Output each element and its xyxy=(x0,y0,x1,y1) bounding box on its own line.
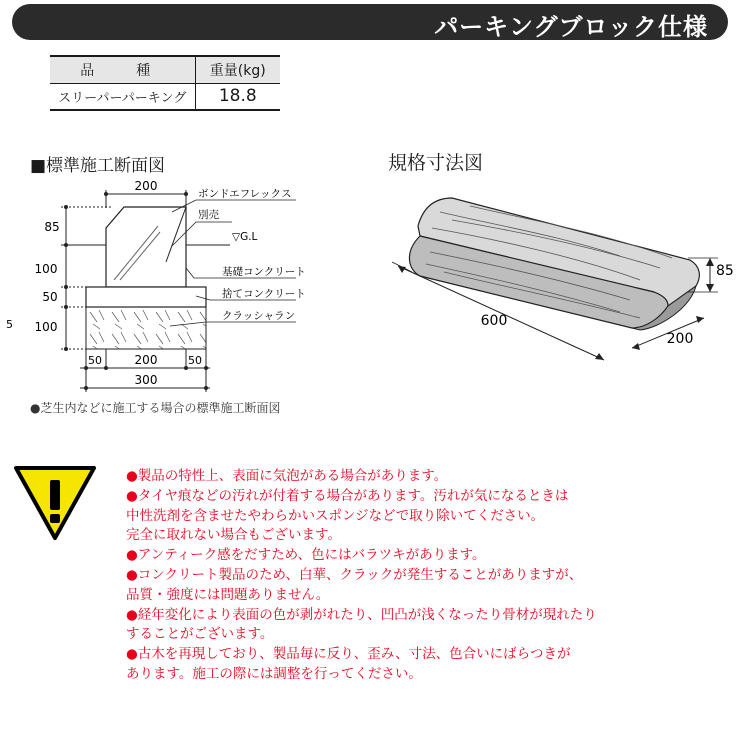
label-crusher-run: クラッシャラン xyxy=(222,310,296,322)
dim-total-width: 300 xyxy=(134,373,158,387)
stray-char: 5 xyxy=(6,318,13,331)
warning-line: あります。施工の際には調整を行ってください。 xyxy=(126,665,422,682)
table-row xyxy=(50,83,280,110)
label-ground-level: ▽G.L xyxy=(232,231,258,243)
dim-left-100a: 100 xyxy=(34,262,58,276)
cross-section-caption: ●芝生内などに施工する場合の標準施工断面図 xyxy=(30,401,281,415)
dim-width: 200 xyxy=(666,331,694,347)
warning-line: 品質・強度には問題ありません。 xyxy=(126,586,330,603)
warning-line: 中性洗剤を含ませたやわらかいスポンジなどで取り除いてください。 xyxy=(126,507,545,524)
dim-left-100b: 100 xyxy=(34,320,58,334)
warning-line: 完全に取れない場合もございます。 xyxy=(126,527,341,544)
warning-line: ●アンティーク感をだすため、色にはバラツキがあります。 xyxy=(126,547,486,564)
header-banner xyxy=(12,4,728,40)
dim-height: 85 xyxy=(716,263,734,279)
warning-exclamation-icon xyxy=(12,462,98,542)
dim-bottom-50a: 50 xyxy=(88,354,102,367)
dim-left-85: 85 xyxy=(44,220,60,234)
spec-header-type: 品 種 xyxy=(50,56,195,83)
spec-cell-name: スリーパーパーキング xyxy=(50,83,195,110)
dim-left-50: 50 xyxy=(42,290,58,304)
spec-table-header-row xyxy=(50,56,280,83)
warning-notes xyxy=(126,467,726,685)
dimension-drawing-title: 規格寸法図 xyxy=(388,152,484,174)
warning-line: ●経年変化により表面の色が剥がれたり、凹凸が浅くなったり骨材が現れたり xyxy=(126,606,597,623)
cross-section-diagram xyxy=(0,170,360,400)
cross-section-title: ■標準施工断面図 xyxy=(30,156,166,176)
spec-header-weight: 重量(kg) xyxy=(195,56,280,83)
warning-line: することがございます。 xyxy=(126,626,274,643)
spec-cell-weight: 18.8 xyxy=(195,83,280,110)
dimension-diagram xyxy=(380,180,734,380)
dim-bottom-200: 200 xyxy=(134,353,158,367)
page-title: パーキングブロック仕様 xyxy=(434,13,708,41)
spec-table xyxy=(50,55,280,111)
label-foundation-concrete: 基礎コンクリート xyxy=(222,266,306,278)
dim-length: 600 xyxy=(480,313,508,329)
dim-bottom-50b: 50 xyxy=(188,354,202,367)
warning-line: ●古木を再現しており、製品毎に反り、歪み、寸法、色合いにばらつきが xyxy=(126,646,571,663)
dim-top-width: 200 xyxy=(134,179,158,193)
label-leveling-concrete: 捨てコンクリート xyxy=(222,288,306,300)
warning-line: ●コンクリート製品のため、白華、クラックが発生することがありますが、 xyxy=(126,566,583,583)
warning-line: ●製品の特性上、表面に気泡がある場合があります。 xyxy=(126,468,448,484)
label-bond-eflex: ボンドエフレックス xyxy=(198,188,292,200)
label-sold-separately: 別売 xyxy=(198,209,219,221)
warning-line: ●タイヤ痕などの汚れが付着する場合があります。汚れが気になるときは xyxy=(126,487,569,504)
